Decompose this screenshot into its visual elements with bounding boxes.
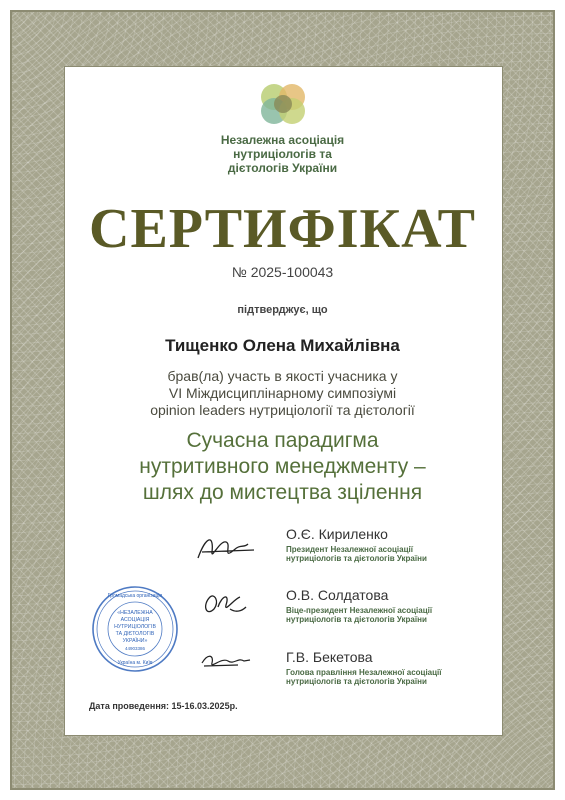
stamp-inner-line: УКРАЇНИ» bbox=[122, 638, 148, 644]
organization-line: дієтологів України bbox=[227, 161, 338, 175]
signature-icon bbox=[192, 530, 264, 566]
signatory-role bbox=[286, 668, 442, 686]
role-line: нутриціологів та дієтологів України bbox=[286, 677, 427, 686]
stamp-inner-line: «НЕЗАЛЕЖНА bbox=[117, 610, 153, 616]
participation-text bbox=[0, 368, 565, 419]
signatory-block bbox=[0, 649, 565, 699]
signatory-block bbox=[0, 587, 565, 637]
symposium-topic bbox=[0, 428, 565, 506]
organization-line: Незалежна асоціація bbox=[220, 133, 345, 147]
signatory-name: Г.В. Бекетова bbox=[286, 649, 373, 665]
confirms-text: підтверджує, що bbox=[237, 304, 328, 316]
signatory-name: О.Є. Кириленко bbox=[286, 526, 388, 542]
stamp-inner-line: АСОЦІАЦІЯ bbox=[120, 617, 150, 623]
organization-line: нутриціологів та bbox=[233, 147, 332, 161]
signatory-name: О.В. Солдатова bbox=[286, 587, 389, 603]
certificate-number: № 2025-100043 bbox=[231, 264, 334, 280]
certificate-title: СЕРТИФІКАТ bbox=[89, 198, 476, 260]
role-line: Віце-президент Незалежної асоціації bbox=[286, 606, 433, 615]
participation-line: opinion leaders нутриціології та дієтології bbox=[150, 402, 415, 418]
stamp-outer-text: Громадська організація bbox=[107, 593, 163, 599]
stamp-code: 44903386 bbox=[124, 646, 146, 651]
signatory-block bbox=[0, 526, 565, 576]
signature-icon bbox=[198, 651, 254, 671]
event-date: Дата проведення: 15-16.03.2025р. bbox=[89, 701, 238, 711]
recipient-name: Тищенко Олена Михайлівна bbox=[165, 336, 400, 355]
role-line: Голова правління Незалежної асоціації bbox=[286, 668, 442, 677]
role-line: нутриціологів та дієтологів України bbox=[286, 615, 427, 624]
signature-icon bbox=[200, 587, 250, 621]
official-stamp-icon bbox=[90, 584, 180, 674]
stamp-city: Україна м. Київ bbox=[117, 660, 153, 666]
topic-line: шлях до мистецтва зцілення bbox=[142, 481, 423, 504]
participation-line: брав(ла) участь в якості учасника у bbox=[167, 368, 398, 384]
signatory-role bbox=[286, 545, 427, 563]
participation-line: VI Міждисциплінарному симпозіумі bbox=[168, 385, 397, 401]
topic-line: Сучасна парадигма bbox=[186, 429, 379, 452]
role-line: Президент Незалежної асоціації bbox=[286, 545, 413, 554]
organization-name bbox=[0, 133, 565, 175]
association-logo-icon bbox=[252, 80, 314, 128]
role-line: нутриціологів та дієтологів України bbox=[286, 554, 427, 563]
stamp-inner-line: ТА ДІЄТОЛОГІВ bbox=[115, 631, 155, 637]
signatory-role bbox=[286, 606, 432, 624]
topic-line: нутритивного менеджменту – bbox=[139, 455, 426, 478]
stamp-inner-line: НУТРИЦІОЛОГІВ bbox=[114, 624, 156, 630]
